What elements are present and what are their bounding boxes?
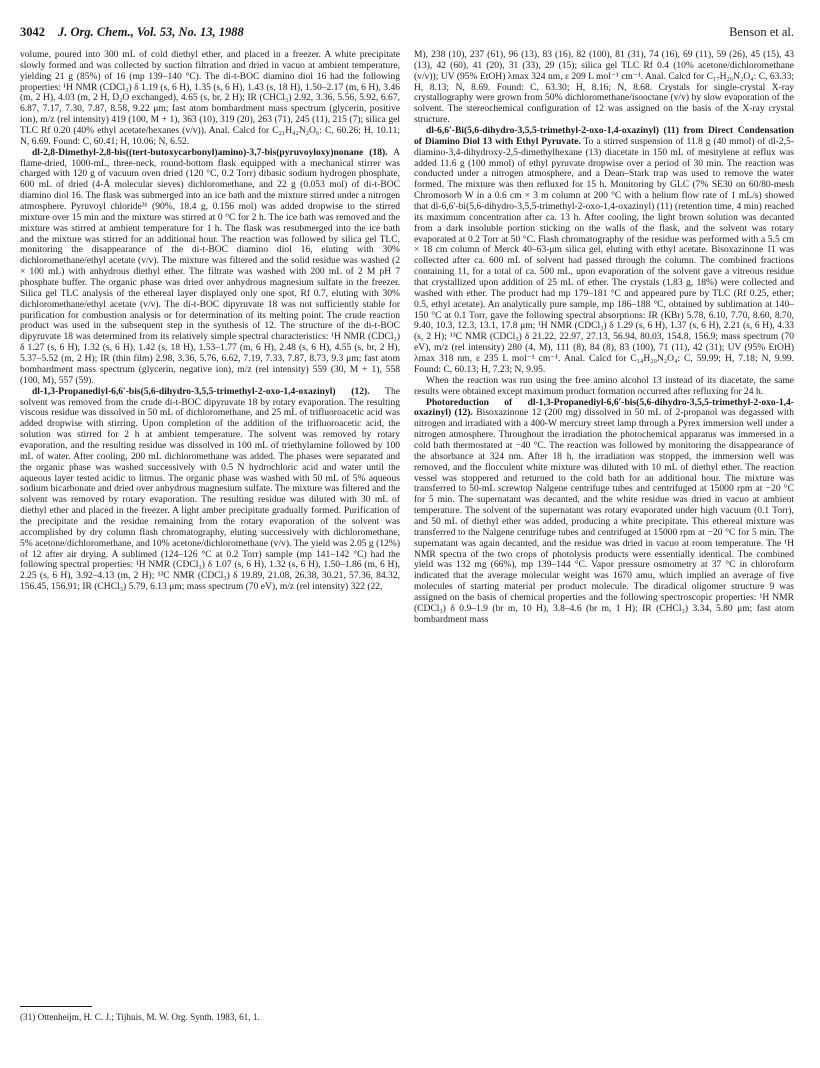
section-title: dl-6,6′-Bi(5,6-dihydro-3,5,5-trimethyl-2-oxo-1,4-oxazinyl) (11) from Direct Condensation of Diamino Diol 13 with Ethyl Pyruvate. [414, 125, 794, 147]
paragraph: M), 238 (10), 237 (61), 96 (13), 83 (16), 82 (100), 81 (31), 74 (16), 69 (11), 59 (26), 45 (15), 43 (13), 42 (60), 41 (20), 31 (33), 29 (15); silica gel TLC Rf 0.4 (10% acetone/dichloromethane (v/v)); UV (95% EtOH) λmax 324 nm, ε 209 L mol⁻¹ cm⁻¹. Anal. Calcd for C₁₇H₂₆N₂O₄: C, 63.33; H, 8.13; N, 8.69. Found: C, 63.30; H, 8.16; N, 8.68. Crystals for single-crystal X-ray crystallography were grown from 50% dichloromethane/isooctane (v/v) by slow evaporation of the solvent. The stereochemical configuration of 12 was assigned on the basis of the X-ray crystal structure. [414, 49, 794, 126]
paragraph: dl-2,8-Dimethyl-2,8-bis((tert-butoxycarbonyl)amino)-3,7-bis(pyruvoyloxy)nonane (18). A flame-dried, 1000-mL, three-neck, round-bottom flask equipped with a mechanical stirrer was charged with 120 g of vacuum oven dried (120 °C, 0.2 Torr) dibasic sodium hydrogen phosphate, 600 mL of dried (4-Å molecular sieves) dichloromethane, and 22 g (0.053 mol) of di-t-BOC diamino diol 16. The flask was submerged into an ice bath and the mixture stirred under a nitrogen atmosphere. Pyruvoyl chloride³¹ (90%, 18.4 g, 0.156 mol) was added dropwise to the stirred mixture over 15 min and the mixture was stirred at 0 °C for 2 h. The ice bath was removed and the mixture was stirred at ambient temperature for 1 h. The flask was resubmerged into the ice bath and the mixture was stirred for an additional hour. The reaction was followed by silica gel TLC, monitoring the disappearance of the di-t-BOC diamino diol 16, eluting with 30% dichloromethane/ethyl acetate (v/v). The mixture was filtered and the solid residue was washed (2 × 100 mL) with anhydrous diethyl ether. The filtrate was washed with 200 mL of 2 M pH 7 phosphate buffer. The organic phase was dried over anhydrous magnesium sulfate in the freezer. Silica gel TLC analysis of the ethereal layer displayed only one spot, Rf 0.7, eluting with 30% dichloromethane/ethyl acetate (v/v). The di-t-BOC dipyruvate 18 was not sufficiently stable for purification for combustion analysis or for determination of its melting point. The crude reaction product was used in the subsequent step in the synthesis of 12. The structure of the di-t-BOC dipyruvate 18 was determined from its relatively simple spectral characteristics: ¹H NMR (CDCl₃) δ 1.27 (s, 6 H), 1.32 (s, 6 H), 1.42 (s, 18 H), 1.53–1.77 (m, 6 H), 2.48 (s, 6 H), 4.55 (s, br, 2 H), 5.37–5.52 (m, 2 H); IR (thin film) 2.98, 3.36, 5.76, 6.62, 7.19, 7.33, 7.87, 8.73, 9.3 μm; fast atom bombardment mass spectrum (glycerin, negative ion), m/z (rel intensity) 559 (30, M + 1), 558 (100, M), 557 (59). [20, 146, 400, 386]
paragraph: volume, poured into 300 mL of cold diethyl ether, and placed in a freezer. A white precipitate slowly formed and was collected by suction filtration and dried in vacuo at ambient temperature, yielding 21 g (85%) of 16 (mp 139–140 °C). The di-t-BOC diamino diol 16 had the following properties: ¹H NMR (CDCl₃) δ 1.19 (s, 6 H), 1.35 (s, 6 H), 1.43 (s, 18 H), 1.50–2.17 (m, 6 H), 3.46 (m, 2 H), 4.03 (m, 2 H, D₂O exchanged), 4.65 (s, br, 2 H); IR (CHCl₃) 2.92, 3.36, 5.56, 5.92, 6.67, 6.87, 7.17, 7.30, 7.87, 8.58, 9.22 μm; fast atom bombardment mass spectrum (glycerin, positive ion), m/z (rel intensity) 419 (100, M + 1), 363 (10), 319 (20), 263 (71), 245 (11), 215 (7); silica gel TLC Rf 0.20 (40% ethyl acetate/hexanes (v/v)). Anal. Calcd for C₂₁H₄₂N₂O₆: C, 60.26; H, 10.11; N, 6.69. Found: C, 60.41; H, 10.06; N, 6.52. [20, 49, 400, 147]
paragraph: Photoreduction of dl-1,3-Propanediyl-6,6′-bis(5,6-dihydro-3,5,5-trimethyl-2-oxo-1,4-oxazinyl) (12). Bisoxazinone 12 (200 mg) dissolved in 50 mL of 2-propanol was degassed with nitrogen and irradiated with a 400-W mercury street lamp through a Pyrex immersion well under a nitrogen atmosphere. Throughout the irradiation the photochemical apparatus was immersed in a cold bath thermostated at −40 °C. The reaction was followed by monitoring the disappearance of the absorbance at 324 nm. After 18 h, the irradiation was stopped, the immersion well was removed, and the flocculent white mixture was diluted with 10 mL of diethyl ether. The reaction vessel was stoppered and returned to the cold bath for an additional hour. The mixture was transferred to 50-mL screwtop Nalgene centrifuge tubes and centrifuged at 15000 rpm at −20 °C for 5 min. The supernatant was decanted, and the white residue was dried in vacuo at ambient temperature. The solvent of the supernatant was rotary evaporated under high vacuum (0.1 Torr), and 50 mL of diethyl ether was added, producing a white precipitate. This ethereal mixture was transferred to the Nalgene centrifuge tubes and centrifuged at 15000 rpm at −20 °C for 5 min. The supernatant was again decanted, and the residue was dried in vacuo at room temperature. The ¹H NMR spectra of the two crops of photolysis products were essentially identical. The combined yield was 132 mg (66%), mp 139–144 °C. Vapor pressure osmometry at 37 °C in chloroform indicated that the average molecular weight was 1670 amu, which implied an average of five molecules of starting material per product molecule. The diradical oligomer structure 9 was assigned on the basis of chemical properties and the following spectroscopic properties: ¹H NMR (CDCl₃) δ 0.9–1.9 (br m, 10 H), 3.8–4.6 (br m, 1 H); IR (CHCl₃) 3.34, 5.80 μm; fast atom bombardment mass [414, 396, 794, 625]
journal-citation: J. Org. Chem., Vol. 53, No. 13, 1988 [58, 25, 244, 39]
paragraph: When the reaction was run using the free amino alcohol 13 instead of its diacetate, the same results were obtained except maximum product formation occurred after refluxing for 24 h. [414, 374, 794, 397]
left-column [20, 50, 400, 593]
paragraph: dl-1,3-Propanediyl-6,6′-bis(5,6-dihydro-3,5,5-trimethyl-2-oxo-1,4-oxazinyl) (12). The solvent was removed from the crude di-t-BOC dipyruvate 18 by rotary evaporation. The resulting viscous residue was dissolved in 50 mL of dichloromethane, and 25 mL of trifluoroacetic acid was added dropwise with stirring. Upon completion of the addition of the trifluoroacetic acid, the solution was stirred for 2 h at ambient temperature. The solvent was removed by rotary evaporation, and the resulting residue was dissolved in 100 mL of triethylamine followed by 100 mL of water. After cooling, 200 mL dichloromethane was added. The phases were separated and the organic phase was washed successively with 0.5 N hydrochloric acid and water until the aqueous layer tested acidic to litmus. The organic phase was washed with 50 mL of 5% aqueous sodium bicarbonate and dried over anhydrous magnesium sulfate. The mixture was filtered and the solvent was removed by rotary evaporation. The resulting residue was diluted with 30 mL of diethyl ether and placed in the freezer. A light amber precipitate gradually formed. Purification of the precipitate and the residue remaining from the rotary evaporation of the solvent was accomplished by dry column flash chromatography, eluting successively with dichloromethane, 5% acetone/dichloromethane, and 10% acetone/dichloromethane (v/v). The yield was 2.05 g (12%) of 12 after air drying. A sublimed (124–126 °C at 0.2 Torr) sample (mp 141–142 °C) had the following spectral properties: ¹H NMR (CDCl₃) δ 1.07 (s, 6 H), 1.32 (s, 6 H), 1.50–1.86 (m, 6 H), 2.25 (s, 6 H), 3.92–4.13 (m, 2 H); ¹³C NMR (CDCl₃) δ 19.89, 21.08, 26.38, 30.21, 57.36, 84.32, 156.45, 156.91; IR (CHCl₃) 5.79, 6.13 μm; mass spectrum (70 eV), m/z (rel intensity) 322 (22, [20, 385, 400, 593]
section-title: dl-2,8-Dimethyl-2,8-bis((tert-butoxycarbonyl)amino)-3,7-bis(pyruvoyloxy)nonane (18). [32, 146, 388, 158]
page-number: 3042 [20, 25, 45, 39]
section-title: dl-1,3-Propanediyl-6,6′-bis(5,6-dihydro-3,5,5-trimethyl-2-oxo-1,4-oxazinyl) (12). [32, 385, 370, 397]
paragraph: dl-6,6′-Bi(5,6-dihydro-3,5,5-trimethyl-2-oxo-1,4-oxazinyl) (11) from Direct Condensation of Diamino Diol 13 with Ethyl Pyruvate. To a stirred suspension of 11.8 g (40 mmol) of dl-2,5-diamino-3,4-dihydroxy-2,5-dimethylhexane (13) diacetate in 150 mL of mesitylene at reflux was added 11.6 g (100 mmol) of ethyl pyruvate dropwise over a period of 30 min. The reaction was conducted under a nitrogen atmosphere, and a Dean–Stark trap was used to remove the water formed. The mixture was then refluxed for 15 h. Monitoring by GLC (7% SE30 on 60/80-mesh Chromosorb W in a 0.6 cm × 3 m column at 200 °C with a helium flow rate of 1 mL/s) showed that dl-6,6′-bi(5,6-dihydro-3,5,5-trimethyl-2-oxo-1,4-oxazinyl) (11) (retention time, 4 min) reached its maximum concentration after ca. 13 h. After cooling, the light brown solution was decanted from a dark insoluble portion sticking on the walls of the flask, and the solvent was rotary evaporated at 0.2 Torr at 50 °C. Flash chromatography of the residue was performed with a 5.5 cm × 18 cm column of Merck 40–63-μm silica gel, eluting with ethyl acetate. Bisoxazinone 11 was collected after ca. 600 mL of solvent had passed through the column. The combined fractions containing 11, for a total of ca. 500 mL, upon evaporation of the solvent gave a vitreous residue that crystallized upon addition of 25 mL of ether. The crystals (1.83 g, 18%) were collected and washed with ether. The product had mp 179–181 °C and appeared pure by TLC (Rf 0.25, ether; 0.5, ethyl acetate). An analytically pure sample, mp 186–188 °C, obtained by sublimation at 140–150 °C at 0.1 Torr, gave the following spectral absorptions: IR (KBr) 5.78, 6.10, 7.70, 8.60, 8.70, 9.40, 10.3, 12.3, 13.1, 17.8 μm; ¹H NMR (CDCl₃) δ 1.29 (s, 6 H), 1.37 (s, 6 H), 2.21 (s, 6 H), 4.33 (s, 2 H); ¹³C NMR (CDCl₃) δ 21.22, 22.97, 27.13, 56.94, 80.03, 154.8, 156.9; mass spectrum (70 eV), m/z (rel intensity) 280 (4, M), 111 (8), 84 (8), 83 (100), 71 (11), 42 (31); UV (95% EtOH) λmax 318 nm, ε 235 L mol⁻¹ cm⁻¹. Anal. Calcd for C₁₄H₂₀N₂O₄: C, 59.99; H, 7.18; N, 9.99. Found: C, 60.13; H, 7.23; N, 9.95. [414, 125, 794, 375]
author-line: Benson et al. [729, 25, 794, 39]
footnote: (31) Ottenheijm, H. C. J.; Tijhuis, M. W. Org. Synth. 1983, 61, 1. [20, 1012, 260, 1022]
running-header [20, 25, 794, 43]
footnote-divider [20, 1006, 92, 1007]
right-column [414, 50, 794, 626]
section-title: Photoreduction of dl-1,3-Propanediyl-6,6′-bis(5,6-dihydro-3,5,5-trimethyl-2-oxo-1,4-oxazinyl) (12). [414, 396, 794, 419]
